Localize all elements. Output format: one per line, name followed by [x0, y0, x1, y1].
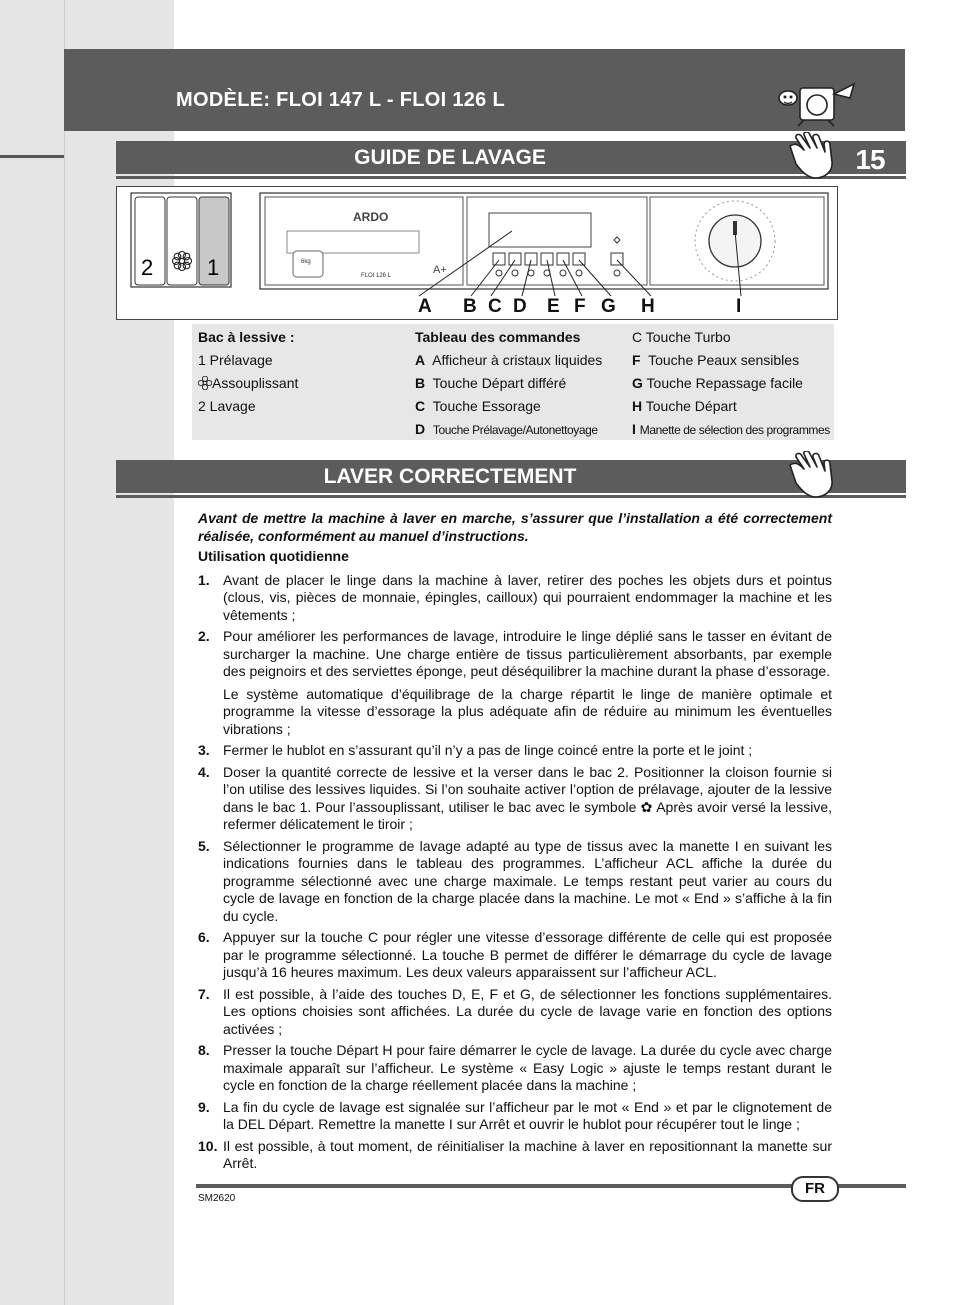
energy-label: A+ [433, 264, 447, 276]
legend-softener: Assouplissant [212, 375, 299, 391]
left-band-divider [64, 0, 65, 1305]
legend-item-c: C Touche Essorage [415, 398, 541, 414]
page-number: 15 [855, 144, 885, 175]
language-badge: FR [791, 1176, 839, 1202]
list-item: 5. Sélectionner le programme de lavage adapté au type de tissus avec la manette I en suivant les indications fournies dans le tableau des programmes. L’afficheur ACL affiche la durée du programme sélectionné avec une charge maximale. Le temps restant peut varier au cours du cycle de lavage en fonction de la charge placée dans la machine. Le mot « End » s’affiche à la fin du cycle. [198, 837, 832, 924]
legend-prewash: 1 Prélavage [198, 352, 273, 368]
panel-letter-d: D [513, 296, 527, 317]
washing-machine-mascot-icon [770, 78, 866, 128]
panel-letter-a: A [418, 296, 432, 317]
panel-letter-g: G [601, 296, 616, 317]
panel-letter-b: B [463, 296, 477, 317]
instructions-body [198, 510, 832, 1177]
list-item: 4. Doser la quantité correcte de lessive et la verser dans le bac 2. Positionner la cloison fournie si l’on utilise des lessives liquides. Si l’on souhaite activer l’option de prélavage, ajouter de la lessive dans le bac 1. Pour l’assouplissant, utiliser le bac avec le symbole ✿ Après avoir versé la lessive, refermer délicatement le tiroir ; [198, 763, 832, 832]
legend-wash: 2 Lavage [198, 398, 256, 414]
panel-letter-f: F [574, 296, 586, 317]
panel-letter-h: H [641, 296, 655, 317]
list-item: 9. La fin du cycle de lavage est signalée sur l’afficheur par le mot « End » et par le clignotement de la DEL Départ. Remettre la manette I sur Arrêt et ouvrir le hublot pour récupérer tout le linge ; [198, 1098, 832, 1132]
list-item: 3. Fermer le hublot en s’assurant qu’il n’y a pas de linge coincé entre la porte et le joint ; [198, 742, 753, 758]
softener-flower-icon [198, 376, 212, 390]
legend-item-turbo: C Touche Turbo [632, 329, 731, 345]
legend-item-g: G Touche Repassage facile [632, 375, 803, 391]
legend-item-d: D Touche Prélavage/Autonettoyage [415, 421, 598, 437]
intro-text: Avant de mettre la machine à laver en marche, s’assurer que l’installation a été correctement réalisée, conformément au manuel d’instructions. [198, 510, 832, 544]
legend-item-b: B Touche Départ différé [415, 375, 567, 391]
left-marker-line [0, 155, 64, 158]
legend-drawer-title: Bac à lessive : [198, 329, 295, 345]
detergent-drawer [131, 193, 231, 287]
list-item: 1. Avant de placer le linge dans la machine à laver, retirer des poches les objets durs et pointus (clous, vis, pièces de monnaie, épingles, cailloux) qui pourraient endommager la machine et les vêtements ; [198, 571, 832, 623]
list-item: 10. Il est possible, à tout moment, de réinitialiser la machine à laver en repositionnant la manette sur Arrêt. [198, 1137, 832, 1171]
drawer-label-2: 2 [141, 255, 154, 280]
legend-drawer-column [198, 329, 298, 421]
panel-letter-e: E [547, 296, 560, 317]
panel-model-label: FLOI 126 L [361, 273, 392, 279]
legend-item-h: H Touche Départ [632, 398, 737, 414]
legend-softener-row [198, 375, 298, 398]
legend-item-a: A Afficheur à cristaux liquides [415, 352, 603, 368]
capacity-label: 6kg [301, 259, 311, 265]
drawer-label-1: 1 [207, 255, 220, 280]
program-selector-dial [695, 201, 775, 281]
control-panel-diagram [116, 186, 838, 320]
list-item: 8. Presser la touche Départ H pour faire démarrer le cycle de lavage. La durée du cycle avec charge maximale apparaît sur l’afficheur. Le système « Easy Logic » ajuste le temps restant durant le cycle en fonction de la charge réellement placée dans la machine ; [198, 1042, 832, 1093]
model-title: MODÈLE: FLOI 147 L - FLOI 126 L [176, 89, 505, 111]
legend-controls-title: Tableau des commandes [415, 329, 581, 345]
legend-item-i: I Manette de sélection des programmes [632, 421, 830, 437]
panel-letter-c: C [488, 296, 502, 317]
list-item: 2. Pour améliorer les performances de lavage, introduire le linge déplié sans le tasser en évitant de surcharger la machine. Une charge entière de tissus particulièrement absorbants, par exemple des peignoirs et des serviettes éponge, peut déséquilibrer la machine durant la phase d’essorage. Le système automatique d’équilibrage de la charge répartit le linge de manière optimale et programme la vitesse d’essorage la plus adéquate afin de réduire au minimum les éventuelles vibrations ; [198, 628, 832, 737]
brand-logo: ARDO [353, 210, 389, 224]
section-title-guide: GUIDE DE LAVAGE [354, 146, 546, 169]
legend-item-f: F Touche Peaux sensibles [632, 352, 800, 368]
document-code: SM2620 [198, 1193, 236, 1204]
hand-icon [786, 451, 836, 499]
subheading: Utilisation quotidienne [198, 548, 349, 564]
legend-controls-column [415, 329, 602, 444]
list-item: 7. Il est possible, à l’aide des touches D, E, F et G, de sélectionner les fonctions supplémentaires. Les options choisies sont affichées. La durée du cycle de lavage varie en fonction des options activées ; [198, 985, 832, 1037]
section-title-laver: LAVER CORRECTEMENT [323, 465, 577, 488]
control-panel-drawing [117, 187, 837, 319]
list-item: 6. Appuyer sur la touche C pour régler une vitesse d’essorage différente de celle qui est proposée par le programme sélectionné. La touche B permet de différer le démarrage du cycle de lavage jusqu’à 16 heures maximum. Les deux valeurs apparaissent sur l’afficheur ACL. [198, 929, 832, 980]
panel-letter-i: I [736, 296, 742, 317]
legend-box [192, 324, 834, 440]
hand-icon [786, 132, 836, 180]
legend-controls-column-2 [632, 329, 830, 444]
